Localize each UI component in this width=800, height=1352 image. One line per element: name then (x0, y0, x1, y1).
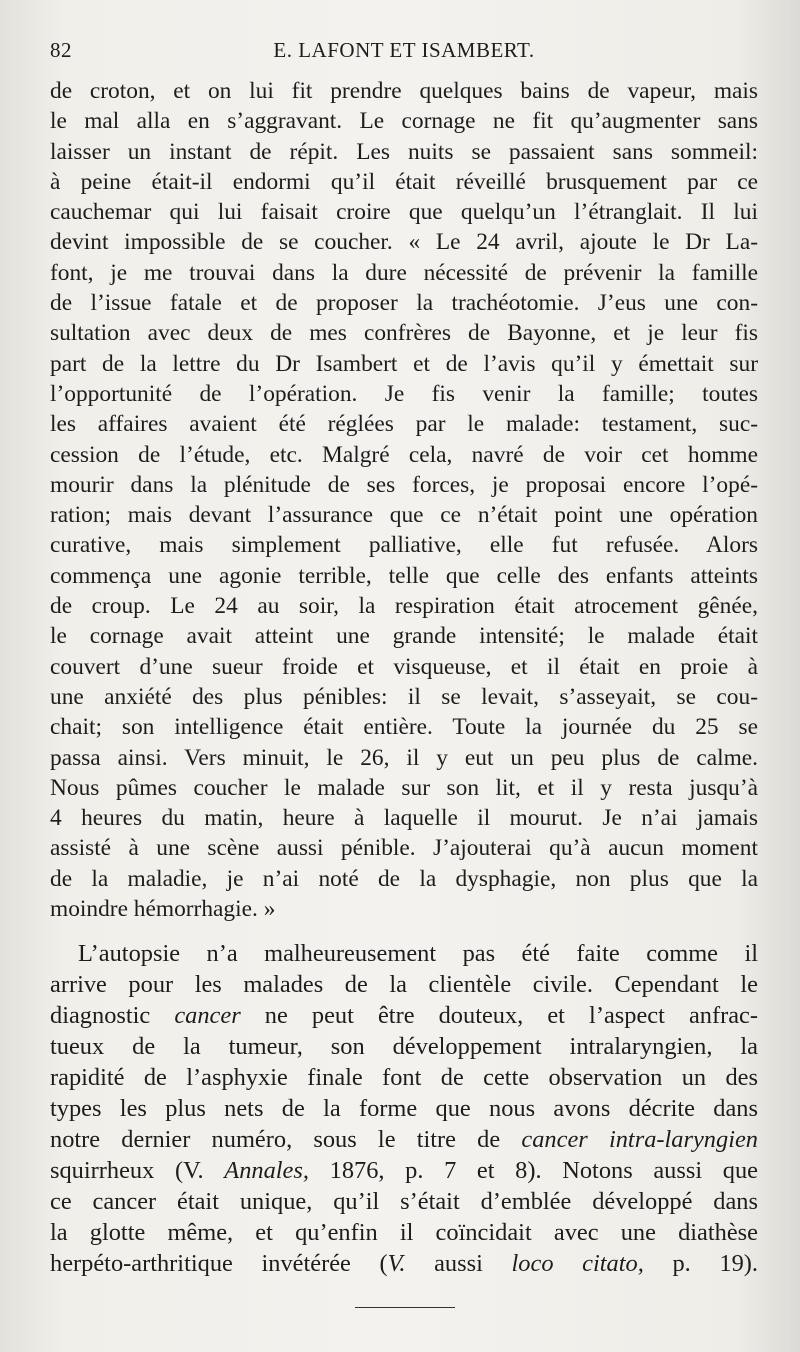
text-line: types les plus nets de la forme que nous avons décrite dans (50, 1095, 758, 1123)
italic-reference: V. (387, 1250, 406, 1278)
text-line: cession de l’étude, etc. Malgré cela, navré de voir cet homme (50, 441, 758, 468)
italic-term: cancer intra-laryngien (521, 1126, 758, 1154)
text-line: Nous pûmes coucher le malade sur son lit, et il y resta jusqu’à (50, 774, 758, 801)
text-line: rapidité de l’asphyxie finale font de cette observation un des (50, 1064, 758, 1092)
page-number: 82 (50, 38, 72, 62)
text-line: assisté à une scène aussi pénible. J’ajouterai qu’à aucun moment (50, 835, 758, 862)
text-line: une anxiété des plus pénibles: il se levait, s’asseyait, se cou- (50, 683, 758, 710)
text-line: à peine était-il endormi qu’il était réveillé brusquement par ce (50, 168, 758, 195)
text-line: de croup. Le 24 au soir, la respiration était atrocement gênée, (50, 593, 758, 620)
text-line: tueux de la tumeur, son développement intralaryngien, la (50, 1033, 758, 1061)
text-segment: diagnostic (50, 1002, 175, 1030)
text-segment: squirrheux (V. (50, 1157, 225, 1185)
body-text (50, 76, 758, 1279)
text-segment: aussi (405, 1250, 512, 1278)
section-divider (355, 1307, 455, 1308)
italic-reference: Annales, (224, 1157, 309, 1185)
text-line: curative, mais simplement palliative, elle fut refusée. Alors (50, 532, 758, 559)
text-line: 4 heures du matin, heure à laquelle il mourut. Je n’ai jamais (50, 805, 758, 832)
text-line (50, 1000, 758, 1031)
paragraph-1 (50, 76, 758, 924)
text-line: de la maladie, je n’ai noté de la dysphagie, non plus que la (50, 865, 758, 892)
text-segment: ne peut être douteux, et l’aspect anfrac- (240, 1002, 759, 1030)
text-line: commença une agonie terrible, telle que celle des enfants atteints (50, 562, 758, 589)
text-line: part de la lettre du Dr Isambert et de l’avis qu’il y émettait sur (50, 350, 758, 377)
paragraph-2 (50, 938, 758, 1279)
page-header (50, 38, 758, 68)
text-line: chait; son intelligence était entière. Toute la journée du 25 se (50, 714, 758, 741)
text-segment: p. 19). (643, 1250, 758, 1278)
text-line: arrive pour les malades de la clientèle civile. Cependant le (50, 971, 758, 999)
text-line: les affaires avaient été réglées par le malade: testament, suc- (50, 411, 758, 438)
text-line: le cornage avait atteint une grande intensité; le malade était (50, 623, 758, 650)
text-segment: notre dernier numéro, sous le titre de (50, 1126, 522, 1154)
italic-term: cancer (174, 1002, 241, 1030)
text-line: L’autopsie n’a malheureusement pas été faite comme il (78, 940, 758, 968)
text-line: cauchemar qui lui faisait croire que quelqu’un l’étranglait. Il lui (50, 199, 758, 226)
text-segment: herpéto-arthritique invétérée ( (50, 1250, 388, 1278)
text-line: le mal alla en s’aggravant. Le cornage ne fit qu’augmenter sans (50, 108, 758, 135)
text-line: couvert d’une sueur froide et visqueuse, et il était en proie à (50, 653, 758, 680)
text-line: moindre hémorrhagie. » (50, 896, 276, 923)
text-line: devint impossible de se coucher. « Le 24 avril, ajoute le Dr La- (50, 229, 758, 256)
text-line: laisser un instant de répit. Les nuits se passaient sans sommeil: (50, 138, 758, 165)
text-segment: 1876, p. 7 et 8). Notons aussi que (308, 1157, 758, 1185)
text-line: passa ainsi. Vers minuit, le 26, il y eut un peu plus de calme. (50, 744, 758, 771)
text-line: la glotte même, et qu’enfin il coïncidait avec une diathèse (50, 1219, 758, 1247)
text-line: ration; mais devant l’assurance que ce n’était point une opération (50, 502, 758, 529)
text-line: de l’issue fatale et de proposer la trachéotomie. J’eus une con- (50, 290, 758, 317)
running-head: E. LAFONT ET ISAMBERT. (273, 38, 535, 62)
italic-reference: loco citato, (511, 1250, 644, 1278)
text-line: sultation avec deux de mes confrères de Bayonne, et je leur fis (50, 320, 758, 347)
text-line (50, 1124, 758, 1155)
text-line: l’opportunité de l’opération. Je fis venir la famille; toutes (50, 380, 758, 407)
text-line: de croton, et on lui fit prendre quelques bains de vapeur, mais (50, 78, 758, 104)
text-line: mourir dans la plénitude de ses forces, je proposai encore l’opé- (50, 471, 758, 498)
text-line (50, 1155, 758, 1186)
text-line: font, je me trouvai dans la dure nécessité de prévenir la famille (50, 259, 758, 286)
text-line: ce cancer était unique, qu’il s’était d’emblée développé dans (50, 1188, 758, 1216)
text-line (50, 1248, 758, 1279)
